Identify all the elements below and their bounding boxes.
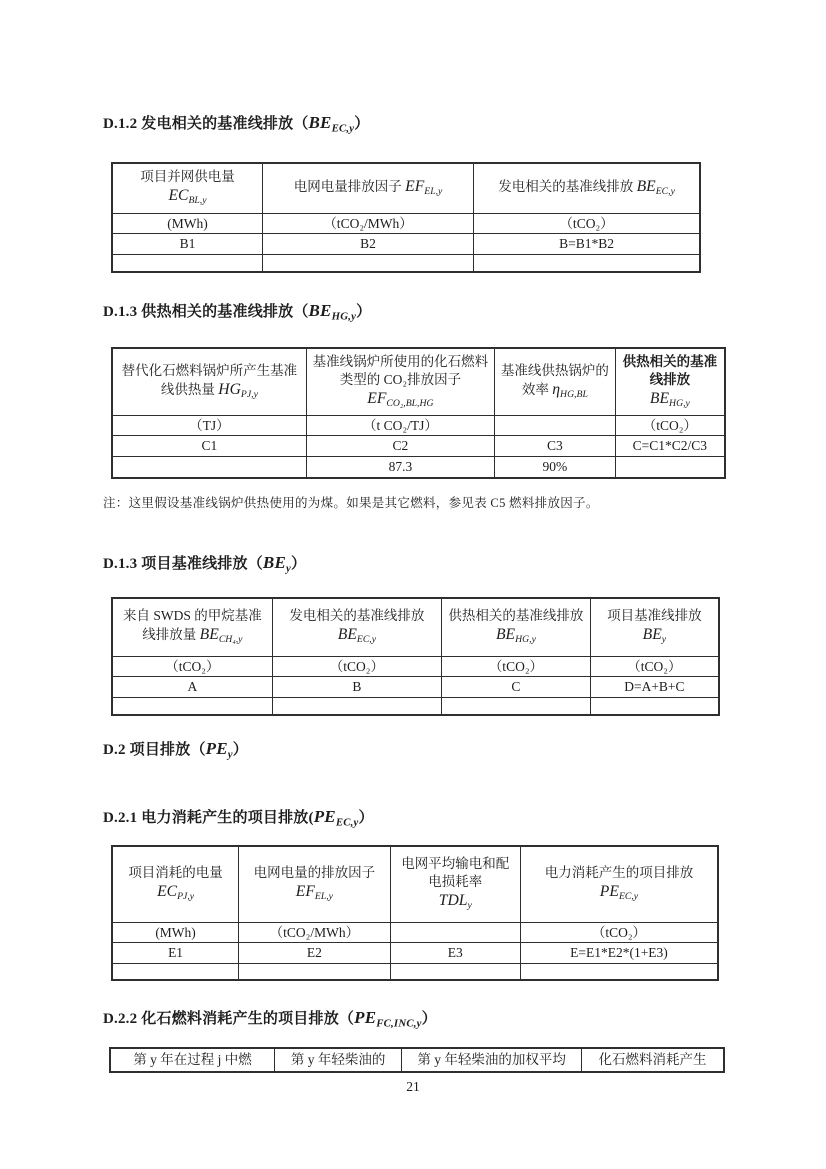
text-run: D.2.1 <box>103 810 142 826</box>
text-run: (MWh) <box>167 215 208 231</box>
table-electricity-project-emissions <box>111 845 719 981</box>
table-row <box>112 255 700 272</box>
table-header-cell <box>272 598 441 656</box>
table-cell <box>590 677 719 698</box>
text-run: E=E1*E2*(1+E3) <box>570 945 668 961</box>
text-run: y <box>227 748 233 761</box>
table-cell <box>272 698 441 715</box>
text-run: B2 <box>360 236 376 252</box>
text-run: D.1.2 <box>103 116 142 132</box>
table-header-cell <box>263 163 474 213</box>
table-header-cell <box>112 348 306 415</box>
text-run: EF <box>295 883 315 901</box>
table-row <box>112 598 719 656</box>
heading-d12 <box>103 112 370 134</box>
text-run: ） <box>421 1011 437 1027</box>
table-cell <box>495 457 616 478</box>
text-run: ） <box>232 742 248 758</box>
text-run: D.2.2 <box>103 1011 142 1027</box>
table-cell <box>495 415 616 436</box>
heading-d22 <box>103 1007 437 1029</box>
text-run: 电网平均输电和配电损耗率 <box>401 856 510 890</box>
heading-d13-heat <box>103 300 371 322</box>
heading-d2 <box>103 738 248 760</box>
text-run: （tCO₂） <box>165 658 220 674</box>
text-run: 电网电量排放因子 <box>293 179 406 195</box>
text-run: 化石燃料消耗产生 <box>598 1052 707 1068</box>
table-cell <box>112 698 272 715</box>
text-run: 项目基准线排放 <box>141 556 248 572</box>
text-run: ） <box>354 116 370 132</box>
table-cell <box>239 922 391 943</box>
text-run: （tCO₂/MWh） <box>269 924 360 940</box>
text-run: （t CO₂/TJ） <box>362 417 438 433</box>
text-run: PE <box>313 807 336 826</box>
table-row <box>112 436 725 457</box>
text-run: （tCO₂） <box>488 658 544 674</box>
table-cell <box>615 436 725 457</box>
table-row <box>112 213 700 234</box>
text-run: EF <box>367 389 387 407</box>
text-run: EC,y <box>335 816 359 829</box>
table-cell <box>442 677 591 698</box>
table-cell <box>495 436 616 457</box>
table-row <box>112 234 700 255</box>
table-cell <box>590 698 719 715</box>
text-run: （ <box>247 556 263 572</box>
text-run: BE <box>308 113 332 132</box>
table-row <box>112 922 718 943</box>
text-run: EC,y <box>331 122 355 135</box>
table-cell <box>590 656 719 677</box>
table-heat-baseline-emissions <box>111 347 726 479</box>
text-run: （tCO₂） <box>591 924 647 940</box>
table-cell <box>112 964 239 980</box>
text-run: 电力消耗产生的项目排放 <box>544 865 694 881</box>
text-run: EC,y <box>356 634 377 646</box>
table-header-cell <box>474 163 700 213</box>
text-run: 供热相关的基准线排放 <box>141 304 294 320</box>
table-cell <box>306 457 494 478</box>
table-header-cell <box>590 598 719 656</box>
table-cell <box>112 943 239 964</box>
table-row <box>112 698 719 715</box>
text-run: C2 <box>392 438 409 454</box>
table-row <box>112 677 719 698</box>
text-run: 电网电量的排放因子 <box>253 865 376 881</box>
text-run: （ <box>293 304 309 320</box>
text-run: HG,y <box>331 310 357 323</box>
table-cell <box>112 255 263 272</box>
text-run: 化石燃料消耗产生的项目排放 <box>141 1011 339 1027</box>
text-run: PE <box>599 883 619 901</box>
text-run: PJ,y <box>240 388 258 400</box>
text-run: E3 <box>447 945 463 961</box>
table-cell <box>112 677 272 698</box>
text-run: EF <box>405 178 425 196</box>
text-run: CO₂,BL,HG <box>386 397 434 409</box>
text-run: BE <box>642 626 662 644</box>
table-cell <box>474 234 700 255</box>
table-cell <box>520 922 718 943</box>
text-run: PE <box>354 1008 377 1027</box>
text-run: （tCO₂） <box>559 215 614 231</box>
text-run: EL,y <box>314 891 333 903</box>
table-cell <box>442 656 591 677</box>
table-cell <box>520 943 718 964</box>
text-run: 供热相关的基准线排放 <box>622 353 718 387</box>
table-row <box>112 348 725 415</box>
table-cell <box>263 213 474 234</box>
table-cell <box>442 698 591 715</box>
text-run: BE <box>495 626 516 644</box>
table-header-cell <box>239 846 391 922</box>
text-run: 供热相关的基准线排放 <box>448 608 584 624</box>
text-run: （tCO₂/MWh） <box>323 215 413 231</box>
text-run: BE <box>199 626 219 644</box>
text-run: BE <box>649 389 670 407</box>
text-run: 第 y 年轻柴油的 <box>290 1052 386 1068</box>
table-row <box>112 656 719 677</box>
table-cell <box>112 234 263 255</box>
text-run: B=B1*B2 <box>559 236 614 252</box>
text-run: BE <box>337 626 357 644</box>
text-run: D.2 <box>103 742 130 758</box>
text-run: B <box>352 679 362 695</box>
table-cell <box>112 213 263 234</box>
table-cell <box>112 457 306 478</box>
text-run: 发电相关的基准线排放 <box>498 179 637 195</box>
text-run: 第 y 年轻柴油的加权平均 <box>417 1052 566 1068</box>
text-run: C1 <box>201 438 218 454</box>
text-run: （ <box>293 116 309 132</box>
text-run: HG,y <box>515 634 536 646</box>
text-run: ( <box>308 810 314 826</box>
text-run: HG,BL <box>560 388 588 400</box>
table-cell <box>615 457 725 478</box>
table-project-baseline-emissions <box>111 597 720 716</box>
table-cell <box>306 436 494 457</box>
text-run: （ <box>190 742 206 758</box>
table-header-cell <box>306 348 494 415</box>
table-cell <box>263 234 474 255</box>
text-run: EC <box>157 883 178 901</box>
table-cell <box>615 415 725 436</box>
text-run: HG <box>218 380 241 398</box>
text-run: BL,y <box>188 195 207 207</box>
heading-d13-project <box>103 552 306 574</box>
text-run: (MWh) <box>155 924 196 940</box>
table-cell <box>112 436 306 457</box>
text-run: （tCO₂） <box>329 658 385 674</box>
text-run: EC,y <box>618 891 639 903</box>
table-cell <box>474 213 700 234</box>
page-number: 21 <box>406 1079 420 1094</box>
table-generation-baseline-emissions <box>111 162 701 273</box>
text-run: PE <box>205 739 228 758</box>
table-cell <box>306 415 494 436</box>
table-header-cell <box>520 846 718 922</box>
text-run: C=C1*C2/C3 <box>632 438 708 454</box>
text-run: BE <box>308 301 332 320</box>
table-row <box>112 943 718 964</box>
table-header-cell <box>275 1048 402 1072</box>
table-header-cell <box>582 1048 724 1072</box>
text-run: y <box>661 634 667 646</box>
text-run: 项目并网供电量 <box>140 169 235 185</box>
table-cell <box>474 255 700 272</box>
text-run: 发电相关的基准线排放 <box>289 608 425 624</box>
table-cell <box>390 922 520 943</box>
table-header-cell <box>112 163 263 213</box>
table-cell <box>272 656 441 677</box>
text-run: EC,y <box>655 186 675 198</box>
table-row <box>112 846 718 922</box>
text-run: FC,INC,y <box>376 1017 422 1030</box>
table-fossil-fuel-project-emissions-partial <box>109 1047 725 1073</box>
text-run: E1 <box>168 945 184 961</box>
text-run: EC <box>168 187 189 205</box>
footnote: 注：这里假设基准线锅炉供热使用的为煤。如果是其它燃料，参见表 C5 燃料排放因子。 <box>103 496 599 510</box>
heading-d21 <box>103 806 374 828</box>
text-run: HG,y <box>669 397 690 409</box>
text-run: 项目排放 <box>129 742 191 758</box>
text-run: 基准线锅炉所使用的化石燃料类型的 CO₂排放因子 <box>312 353 489 387</box>
text-run: η <box>552 380 561 398</box>
text-run: 发电相关的基准线排放 <box>141 116 294 132</box>
text-run: CH₄,y <box>218 634 243 646</box>
text-run: ） <box>356 304 372 320</box>
text-run: C3 <box>546 438 563 454</box>
text-run: EL,y <box>424 186 443 198</box>
text-run: 来自 SWDS 的甲烷基准线排放量 <box>122 608 262 643</box>
text-run: E2 <box>306 945 322 961</box>
text-run: （TJ） <box>189 417 230 433</box>
text-run: A <box>187 679 198 695</box>
table-header-cell <box>112 846 239 922</box>
text-run: （ <box>338 1011 355 1027</box>
text-run: D.1.3 <box>103 304 142 320</box>
text-run: ） <box>290 556 307 572</box>
text-run: （tCO₂） <box>642 417 697 433</box>
text-run: BE <box>636 178 656 196</box>
table-cell <box>112 415 306 436</box>
table-row <box>112 457 725 478</box>
table-header-cell <box>495 348 616 415</box>
text-run: 基准线供热锅炉的效率 <box>500 362 609 397</box>
text-run: D=A+B+C <box>624 679 685 695</box>
text-run: TDL <box>438 892 468 910</box>
text-run: B1 <box>179 236 196 252</box>
text-run: 项目基准线排放 <box>607 608 702 624</box>
text-run: BE <box>262 553 286 572</box>
table-cell <box>239 943 391 964</box>
text-run: 第 y 年在过程 j 中燃 <box>133 1052 252 1068</box>
table-header-cell <box>402 1048 582 1072</box>
text-run: ） <box>358 810 374 826</box>
text-run: D.1.3 <box>103 556 142 572</box>
text-run: 90% <box>542 459 568 475</box>
table-header-cell <box>615 348 725 415</box>
table-cell <box>520 964 718 980</box>
table-cell <box>390 964 520 980</box>
table-row <box>112 163 700 213</box>
table-cell <box>112 922 239 943</box>
text-run: PJ,y <box>177 891 195 903</box>
table-cell <box>239 964 391 980</box>
table-header-cell <box>110 1048 275 1072</box>
text-run: （tCO₂） <box>627 658 682 674</box>
text-run: 87.3 <box>388 459 413 475</box>
table-cell <box>272 677 441 698</box>
table-header-cell <box>112 598 272 656</box>
text-run: y <box>467 900 472 912</box>
table-header-cell <box>442 598 591 656</box>
text-run: 项目消耗的电量 <box>128 865 223 881</box>
text-run: y <box>285 562 291 575</box>
table-row <box>112 415 725 436</box>
table-cell <box>390 943 520 964</box>
text-run: 替代化石燃料锅炉所产生基准线供热量 <box>121 362 298 397</box>
table-cell <box>263 255 474 272</box>
table-header-cell <box>390 846 520 922</box>
table-cell <box>112 656 272 677</box>
table-row <box>110 1048 724 1072</box>
table-row <box>112 964 718 980</box>
text-run: C <box>511 679 521 695</box>
text-run: 电力消耗产生的项目排放 <box>141 810 309 826</box>
